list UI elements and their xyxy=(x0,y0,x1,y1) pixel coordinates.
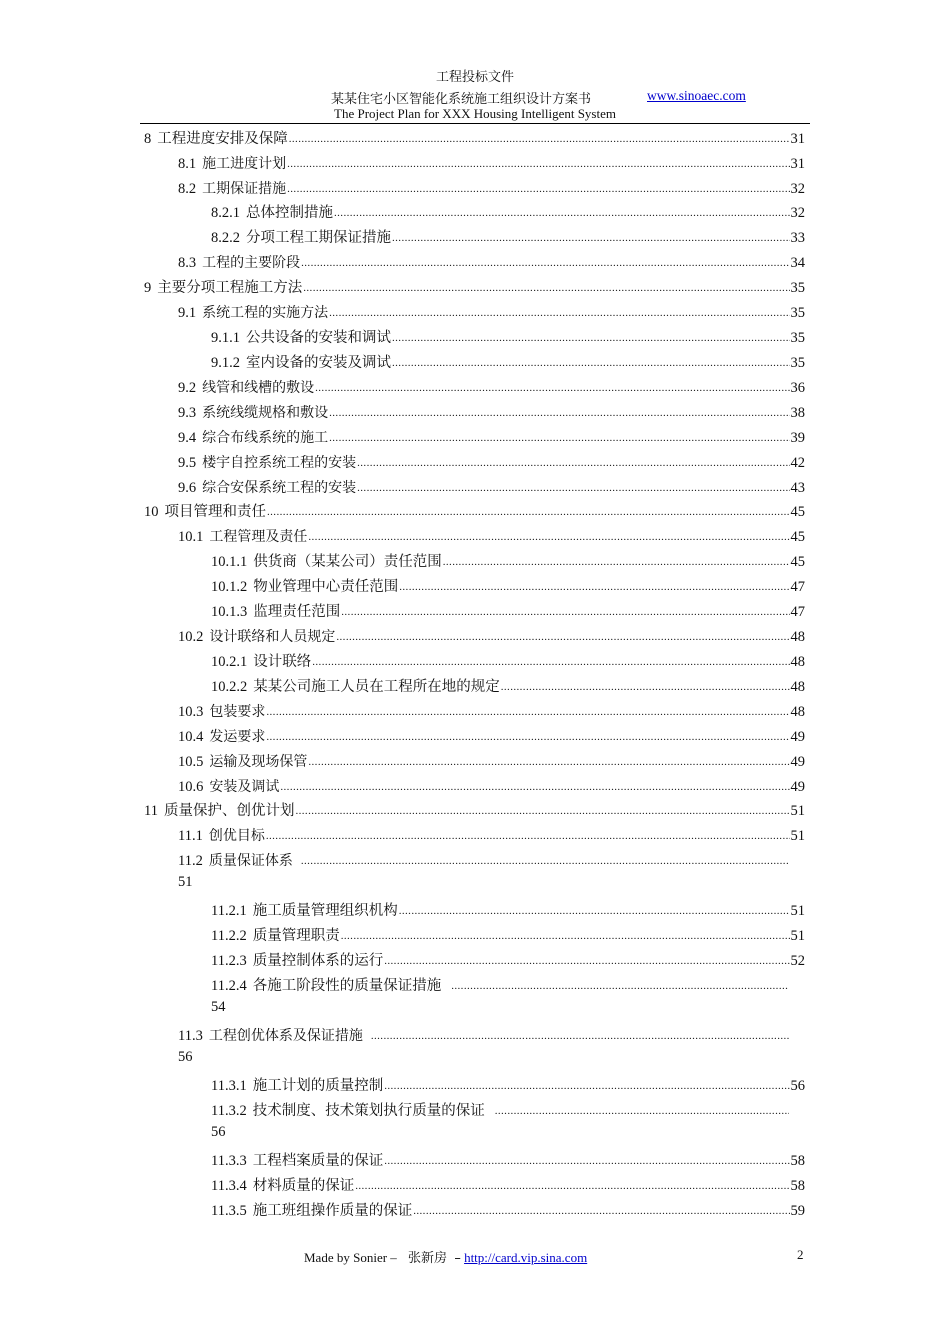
toc-entry[interactable]: 11.2.1 施工质量管理组织机构 ..... 51 xyxy=(211,898,805,920)
footer-credit: Made by Sonier – xyxy=(304,1250,397,1265)
toc-entry[interactable]: 9.1.1 公共设备的安装和调试 ..... 35 xyxy=(211,325,805,347)
toc-entry[interactable]: 11.3.1 施工计划的质量控制 ..... 56 xyxy=(211,1073,805,1095)
toc-entry[interactable]: 11.2.3 质量控制体系的运行 ..... 52 xyxy=(211,948,805,970)
toc-entry[interactable]: 10.2 设计联络和人员规定 ..... 48 xyxy=(178,624,805,646)
toc-entry[interactable]: 9.5 楼宇自控系统工程的安装 ..... 42 xyxy=(178,450,805,472)
toc-entry[interactable]: 10.1 工程管理及责任 ..... 45 xyxy=(178,524,805,546)
toc-entry[interactable]: 11.2.2 质量管理职责 ..... 51 xyxy=(211,923,805,945)
toc-entry[interactable]: 8.1 施工进度计划 ..... 31 xyxy=(178,151,805,173)
toc-entry-page: 51 xyxy=(178,874,193,890)
toc-entry[interactable]: 10.4 发运要求 ..... 49 xyxy=(178,724,805,746)
toc-entry[interactable]: 11 质量保护、创优计划 ..... 51 xyxy=(144,798,805,820)
toc-entry[interactable]: 9 主要分项工程施工方法 ..... 35 xyxy=(144,275,805,297)
toc-entry[interactable]: 10.1.3 监理责任范围 ..... 47 xyxy=(211,599,805,621)
toc-entry[interactable]: 9.4 综合布线系统的施工 ..... 39 xyxy=(178,425,805,447)
document-title: 某某住宅小区智能化系统施工组织设计方案书 xyxy=(331,92,592,107)
toc-entry[interactable]: 8.3 工程的主要阶段 ..... 34 xyxy=(178,250,805,272)
toc-entry[interactable]: 10.6 安装及调试 ..... 49 xyxy=(178,774,805,796)
toc-entry[interactable]: 9.1.2 室内设备的安装及调试 ..... 35 xyxy=(211,350,805,372)
toc-entry[interactable]: 9.2 线管和线槽的敷设 ..... 36 xyxy=(178,375,805,397)
toc-entry-page: 56 xyxy=(178,1049,193,1065)
toc-entry[interactable]: 8 工程进度安排及保障 ..... 31 xyxy=(144,126,805,148)
header-divider xyxy=(140,123,810,124)
footer-author: 张新房 xyxy=(408,1251,448,1266)
toc-entry[interactable]: 11.3 工程创优体系及保证措施 ..... xyxy=(178,1023,790,1045)
toc-entry[interactable]: 11.3.3 工程档案质量的保证 ..... 58 xyxy=(211,1148,805,1170)
toc-entry[interactable]: 11.3.4 材料质量的保证 ..... 58 xyxy=(211,1173,805,1195)
toc-entry-page: 56 xyxy=(211,1124,226,1140)
toc-entry[interactable]: 10 项目管理和责任 ..... 45 xyxy=(144,499,805,521)
toc-entry[interactable]: 11.3.2 技术制度、技术策划执行质量的保证 ..... xyxy=(211,1098,790,1120)
toc-entry[interactable]: 8.2 工期保证措施 ..... 32 xyxy=(178,176,805,198)
toc-entry[interactable]: 10.2.2 某某公司施工人员在工程所在地的规定 ..... 48 xyxy=(211,674,805,696)
toc-entry[interactable]: 10.1.1 供货商（某某公司）责任范围 ..... 45 xyxy=(211,549,805,571)
toc-entry[interactable]: 10.1.2 物业管理中心责任范围 ..... 47 xyxy=(211,574,805,596)
toc-entry[interactable]: 11.3.5 施工班组操作质量的保证 ..... 59 xyxy=(211,1198,805,1220)
document-title-english: The Project Plan for XXX Housing Intelligent System xyxy=(334,106,616,121)
toc-entry[interactable]: 10.5 运输及现场保管 ..... 49 xyxy=(178,749,805,771)
toc-entry[interactable]: 9.1 系统工程的实施方法 ..... 35 xyxy=(178,300,805,322)
website-link[interactable]: www.sinoaec.com xyxy=(647,88,746,103)
toc-entry[interactable]: 11.1 创优目标 ..... 51 xyxy=(178,823,805,845)
toc-entry[interactable]: 10.2.1 设计联络 ..... 48 xyxy=(211,649,805,671)
toc-entry[interactable]: 8.2.1 总体控制措施 ..... 32 xyxy=(211,200,805,222)
toc-entry[interactable]: 11.2 质量保证体系 ..... xyxy=(178,848,790,870)
toc-entry[interactable]: 9.6 综合安保系统工程的安装 ..... 43 xyxy=(178,475,805,497)
page-number: 2 xyxy=(797,1247,804,1262)
toc-entry[interactable]: 11.2.4 各施工阶段性的质量保证措施 ..... xyxy=(211,973,790,995)
toc-entry[interactable]: 8.2.2 分项工程工期保证措施 ..... 33 xyxy=(211,225,805,247)
toc-entry-page: 54 xyxy=(211,999,226,1015)
document-type: 工程投标文件 xyxy=(435,70,514,85)
footer-link[interactable]: http://card.vip.sina.com xyxy=(464,1250,588,1265)
toc-entry[interactable]: 9.3 系统线缆规格和敷设 ..... 38 xyxy=(178,400,805,422)
toc-entry[interactable]: 10.3 包装要求 ..... 48 xyxy=(178,699,805,721)
page-footer xyxy=(304,1247,587,1266)
footer-dash: – xyxy=(454,1251,461,1266)
